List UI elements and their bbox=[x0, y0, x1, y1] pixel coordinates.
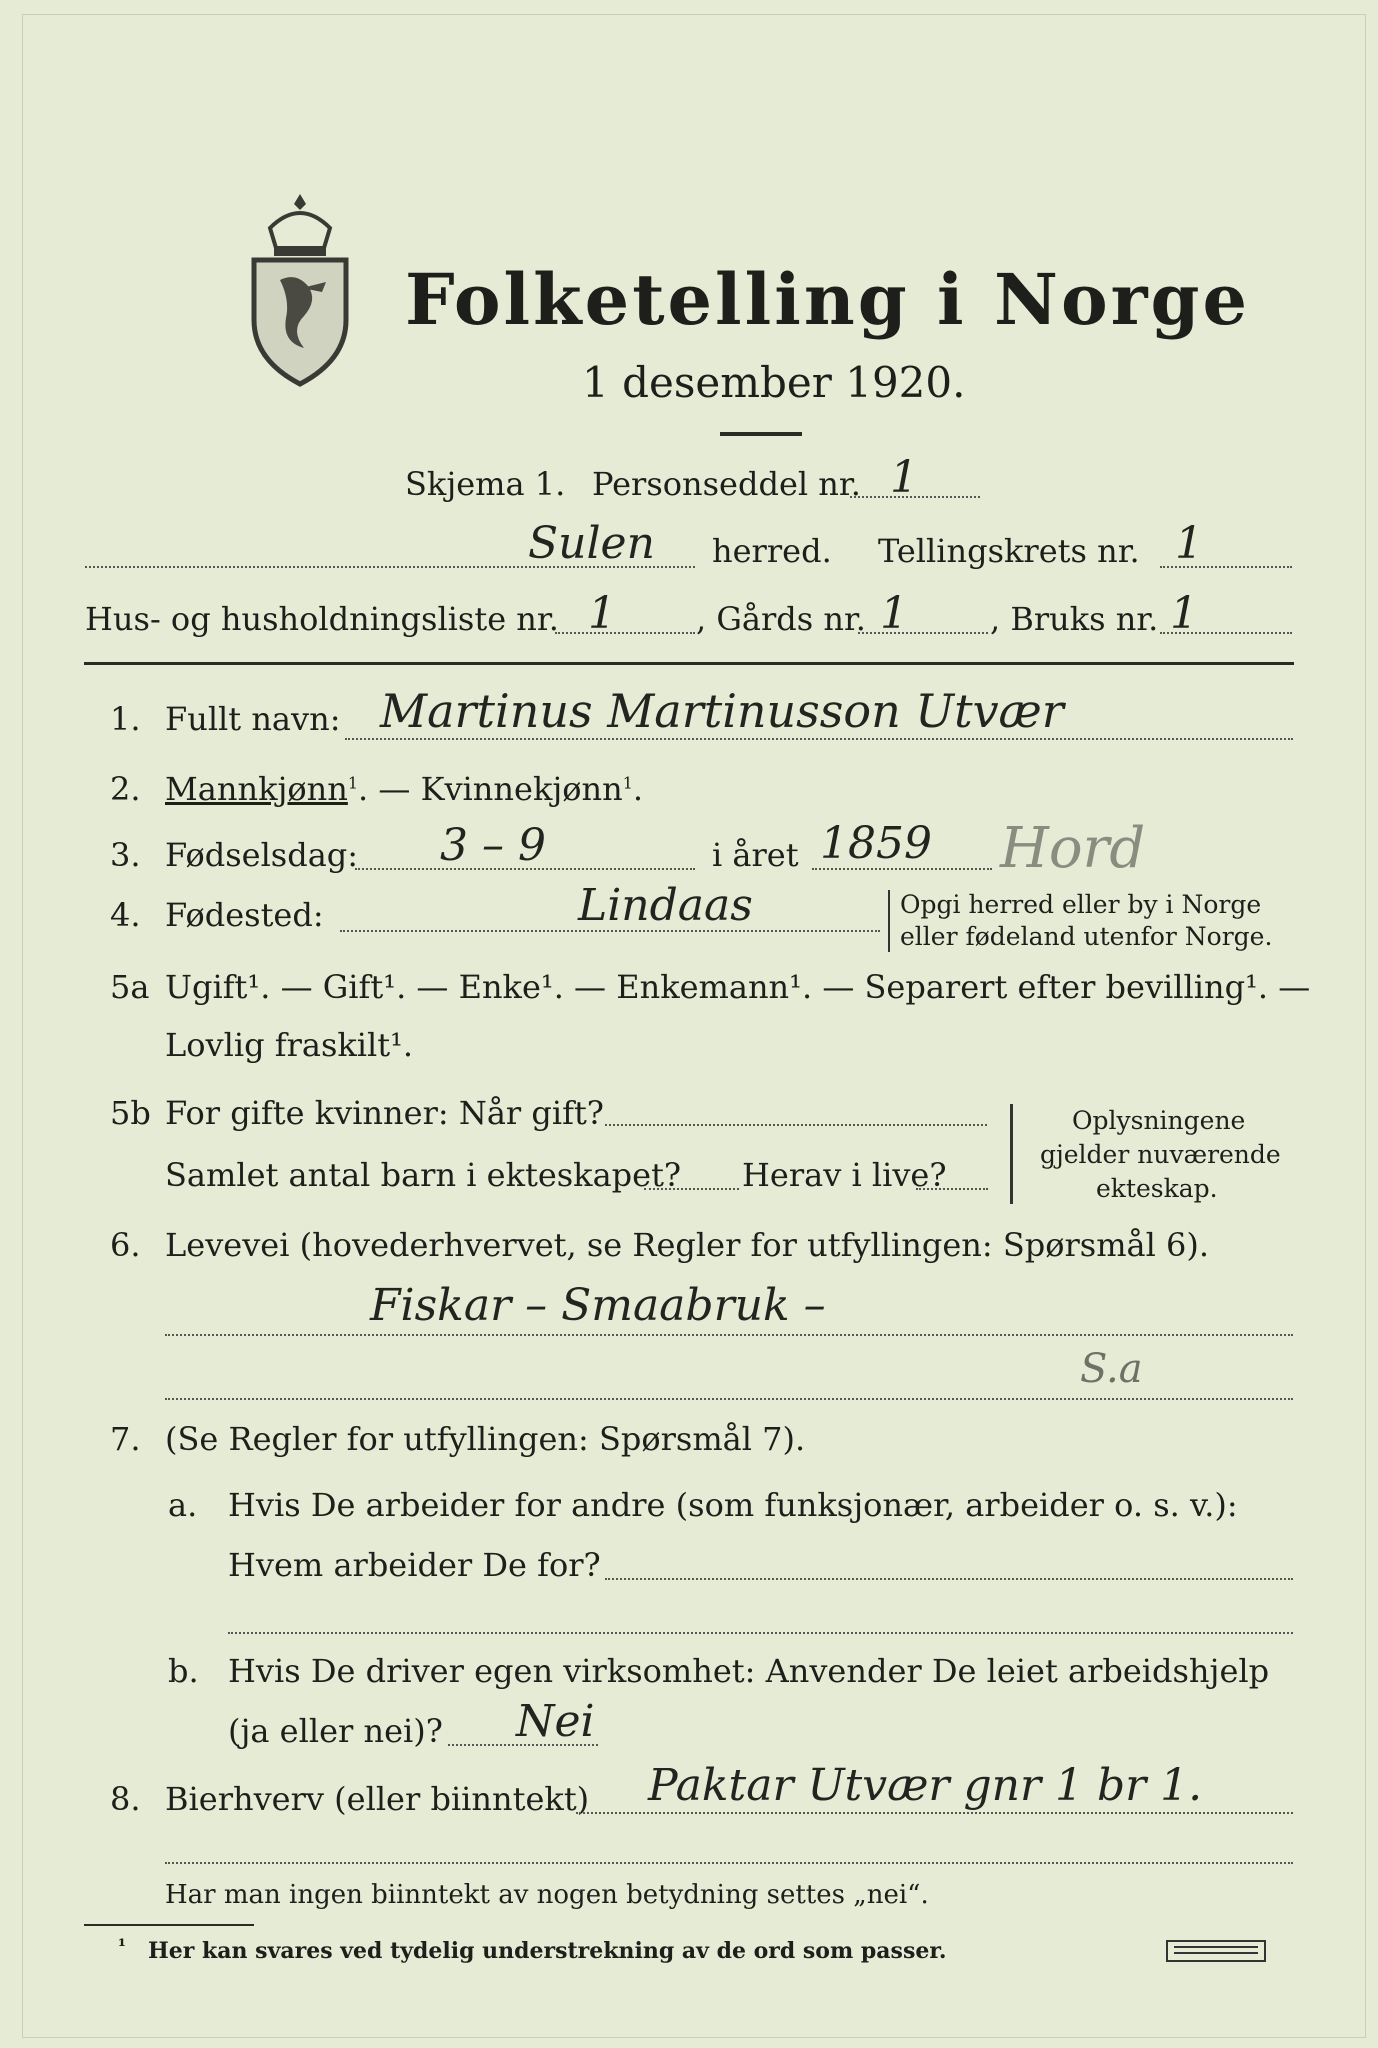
q5b-note-line3: ekteskap. bbox=[1096, 1174, 1218, 1203]
q8-label: Bierhverv (eller biinntekt) bbox=[165, 1780, 590, 1818]
gards-line bbox=[858, 632, 988, 634]
hired-help-value: Nei bbox=[516, 1696, 595, 1747]
q5b-note-line1: Oplysningene bbox=[1072, 1106, 1246, 1135]
q6-line1 bbox=[165, 1334, 1293, 1336]
personseddel-label: Personseddel nr. bbox=[592, 465, 861, 503]
q7b-line2: (ja eller nei)? bbox=[228, 1712, 443, 1750]
q7b-line1: Hvis De driver egen virksomhet: Anvender De leiet arbeidshjelp bbox=[228, 1652, 1270, 1690]
full-name-value: Martinus Martinusson Utvær bbox=[380, 684, 1064, 738]
q3-label: Fødselsdag: bbox=[165, 836, 359, 874]
gards-label: , Gårds nr. bbox=[696, 600, 866, 638]
title-divider bbox=[720, 432, 802, 436]
hus-label: Hus- og husholdningsliste nr. bbox=[85, 600, 559, 638]
herred-label: herred. bbox=[712, 532, 832, 570]
q4-brace bbox=[888, 890, 890, 952]
q8-line bbox=[576, 1812, 1293, 1814]
mann-option: Mannkjønn bbox=[165, 770, 348, 808]
q5b-when-line bbox=[605, 1124, 987, 1126]
q5b-children-label: Samlet antal barn i ekteskapet? bbox=[165, 1156, 682, 1194]
q1-label: Fullt navn: bbox=[165, 700, 341, 738]
birthplace-value: Lindaas bbox=[578, 880, 753, 931]
birth-year-value: 1859 bbox=[820, 818, 932, 869]
q3-number: 3. bbox=[110, 836, 141, 874]
q4-note-line2: eller fødeland utenfor Norge. bbox=[900, 922, 1273, 951]
form-title: Folketelling i Norge bbox=[405, 258, 1251, 341]
tellingskrets-value: 1 bbox=[1175, 518, 1203, 569]
bruks-value: 1 bbox=[1170, 588, 1198, 639]
q2-options bbox=[165, 770, 643, 808]
coat-of-arms-seal bbox=[240, 188, 360, 388]
census-date: 1 desember 1920. bbox=[582, 358, 966, 407]
q5b-alive-label: Herav i live? bbox=[742, 1156, 947, 1194]
footnote-ref: 1 bbox=[347, 773, 359, 793]
q4-label: Fødested: bbox=[165, 896, 324, 934]
q7a-number: a. bbox=[168, 1486, 198, 1524]
occupation-code: S.a bbox=[1080, 1346, 1143, 1392]
birthday-value: 3 – 9 bbox=[440, 820, 546, 871]
q7b-number: b. bbox=[168, 1652, 199, 1690]
q4-note-line1: Opgi herred eller by i Norge bbox=[900, 890, 1262, 919]
hus-value: 1 bbox=[588, 588, 616, 639]
skjema-label: Skjema 1. bbox=[405, 465, 566, 503]
year-label: i året bbox=[712, 836, 799, 874]
q7a-line-extra bbox=[228, 1632, 1293, 1634]
occupation-value: Fiskar – Smaabruk – bbox=[370, 1280, 826, 1331]
q6-number: 6. bbox=[110, 1226, 141, 1264]
q2-number: 2. bbox=[110, 770, 141, 808]
footnote-mark: ¹ bbox=[118, 1936, 126, 1957]
kvinne-option: Kvinnekjønn bbox=[420, 770, 623, 808]
herred-value: Sulen bbox=[528, 518, 655, 569]
footer-note: Har man ingen biinntekt av nogen betydning settes „nei“. bbox=[165, 1880, 929, 1910]
q1-number: 1. bbox=[110, 700, 141, 738]
q5b-note-line2: gjelder nuværende bbox=[1040, 1140, 1281, 1169]
q5b-when-married: For gifte kvinner: Når gift? bbox=[165, 1094, 604, 1132]
q7a-line2: Hvem arbeider De for? bbox=[228, 1546, 601, 1584]
q5b-brace bbox=[1010, 1104, 1013, 1204]
footnote-text: Her kan svares ved tydelig understrekning av de ord som passer. bbox=[148, 1938, 947, 1964]
hus-line bbox=[555, 632, 695, 634]
stamp-annotation: Hord bbox=[1000, 816, 1146, 881]
printer-mark bbox=[1166, 1940, 1266, 1962]
q1-line bbox=[345, 738, 1293, 740]
q7-label: (Se Regler for utfyllingen: Spørsmål 7). bbox=[165, 1420, 806, 1458]
gards-value: 1 bbox=[880, 588, 908, 639]
q2-end: . bbox=[632, 770, 644, 808]
bruks-label: , Bruks nr. bbox=[990, 600, 1159, 638]
footnote-ref: 1 bbox=[622, 773, 633, 793]
q5b-number: 5b bbox=[110, 1094, 151, 1132]
tellingskrets-label: Tellingskrets nr. bbox=[878, 532, 1140, 570]
q2-separator: . — bbox=[358, 770, 421, 808]
q7-number: 7. bbox=[110, 1420, 141, 1458]
q6-label: Levevei (hovederhvervet, se Regler for utfyllingen: Spørsmål 6). bbox=[165, 1226, 1210, 1264]
q8-line2 bbox=[165, 1862, 1293, 1864]
q5a-number: 5a bbox=[110, 968, 150, 1006]
header-rule bbox=[84, 662, 1294, 665]
marital-options-cont: Lovlig fraskilt¹. bbox=[165, 1026, 414, 1064]
side-income-value: Paktar Utvær gnr 1 br 1. bbox=[648, 1760, 1203, 1811]
footnote-rule bbox=[84, 1924, 254, 1926]
q8-number: 8. bbox=[110, 1780, 141, 1818]
q5b-children-line bbox=[644, 1188, 739, 1190]
q7a-line bbox=[605, 1578, 1293, 1580]
q5b-alive-line bbox=[916, 1188, 988, 1190]
q4-number: 4. bbox=[110, 896, 141, 934]
marital-options: Ugift¹. — Gift¹. — Enke¹. — Enkemann¹. — Separert efter bevilling¹. — bbox=[165, 968, 1311, 1006]
personseddel-value: 1 bbox=[890, 452, 918, 503]
q6-line2 bbox=[165, 1398, 1293, 1400]
q7a-line1: Hvis De arbeider for andre (som funksjonær, arbeider o. s. v.): bbox=[228, 1486, 1238, 1524]
